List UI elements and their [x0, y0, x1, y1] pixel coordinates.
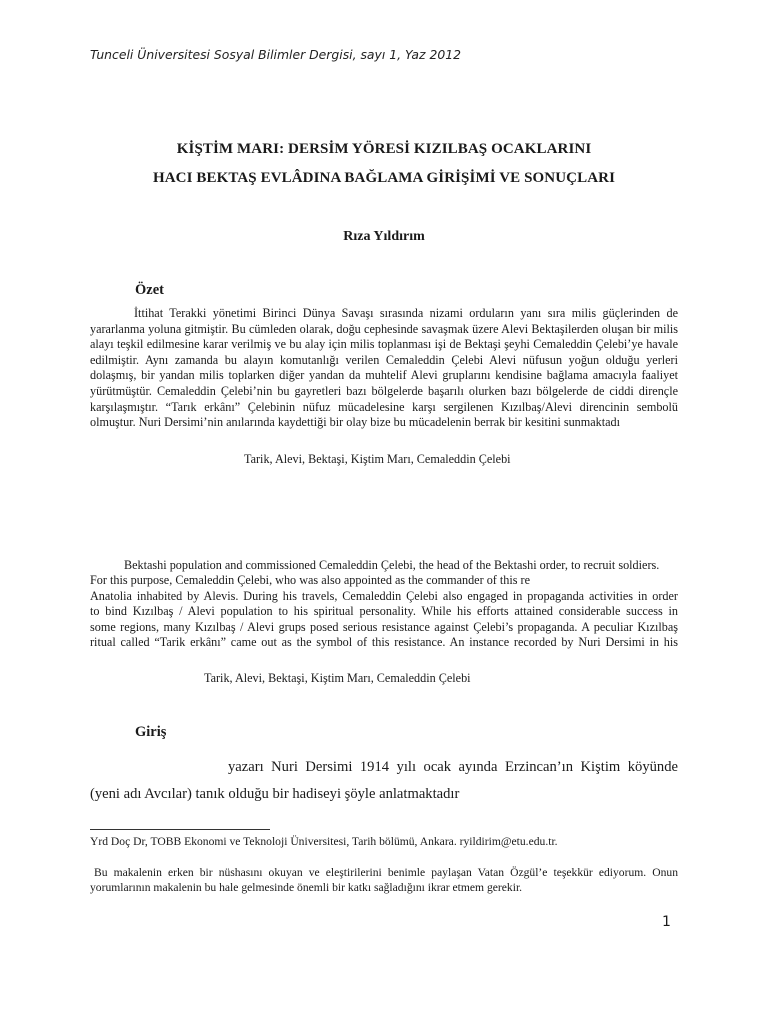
article-title-line-1: KİŞTİM MARI: DERSİM YÖRESİ KIZILBAŞ OCAKLARINI	[176, 141, 592, 157]
ozet-text: İttihat Terakki yönetimi Birinci Dünya Savaşı sırasında nizami orduların yanı sıra milis güçlerinden de yararlanma yoluna gitmiştir. Bu cümleden olarak, doğu cephesinde savaşmak üzere Alevi Bektaşilerden oluşan bir milis alayı teşkil edilmesine karar verilmiş ve bu alay için milis toplanması işi de Bektaşi şeyhi Cemaleddin Çelebi’ye havale edilmiştir. Aynı zamanda bu alayın komutanlığı verilen Cemaleddin Çelebi Alevi nüfusun yoğun olduğu yerleri dolaşmış, bir yandan milis toplarken diğer yandan da muhtelif Alevi gruplarını kendisine bağlama amacıyla faaliyet yürütmüştür. Cemaleddin Çelebi’nin bu gayretleri bazı bölgelerde başarılı olurken bazı bölgelerde de ciddi dirençle karşılaşmıştır. “Tarık erkânı” Çelebinin nüfuz mücadelesine karşı sergilenen Kızılbaş/Alevi direncinin sembolü olmuştur. Nuri Dersimi’nin anılarında kaydettiği bir olay bize bu mücadelenin berrak bir kesitini sunmaktadı	[90, 306, 678, 430]
giris-heading: Giriş	[135, 724, 167, 740]
giris-text-line-2: (yeni adı Avcılar) tanık olduğu bir hadiseyi şöyle anlatmaktadır	[90, 786, 460, 802]
abstract-en-line: ritual called “Tarik erkânı” came out as the symbol of this resistance. An instance recorded by Nuri Dersimi in his	[90, 635, 678, 649]
abstract-en-line: to bind Kızılbaş / Alevi population to his spiritual personality. While his efforts attained considerable success in	[90, 604, 678, 618]
footnote-2: Bu makalenin erken bir nüshasını okuyan ve eleştirilerini benimle paylaşan Vatan Özgül’e teşekkür ediyorum. Onun yorumlarının makalenin bu hale gelmesinde önemli bir katkı sağladığını ikrar etmem gerekir.	[90, 866, 678, 894]
ozet-heading: Özet	[135, 282, 164, 298]
abstract-en-line: some regions, many Kızılbaş / Alevi grups posed serious resistance against Çelebi’s propaganda. A peculiar Kızılbaş	[90, 620, 678, 634]
ozet-paragraph	[90, 306, 678, 431]
footnote-1: Yrd Doç Dr, TOBB Ekonomi ve Teknoloji Üniversitesi, Tarih bölümü, Ankara. ryildirim@etu.edu.tr.	[90, 835, 558, 848]
abstract-en-line: Bektashi population and commissioned Cemaleddin Çelebi, the head of the Bektashi order, to recruit soldiers.	[124, 558, 660, 572]
page-number: 1	[662, 914, 671, 930]
footnote-separator	[90, 829, 270, 830]
giris-text-line-1: yazarı Nuri Dersimi 1914 yılı ocak ayında Erzincan’ın Kiştim köyünde	[228, 759, 678, 775]
running-head: Tunceli Üniversitesi Sosyal Bilimler Dergisi, sayı 1, Yaz 2012	[90, 47, 461, 62]
ozet-keywords: Tarik, Alevi, Bektaşi, Kiştim Marı, Cemaleddin Çelebi	[244, 452, 511, 466]
abstract-en-line: Anatolia inhabited by Alevis. During his travels, Cemaleddin Çelebi also engaged in propaganda activities in order	[90, 589, 678, 603]
abstract-en-keywords: Tarik, Alevi, Bektaşi, Kiştim Marı, Cemaleddin Çelebi	[204, 671, 471, 685]
abstract-en-line: For this purpose, Cemaleddin Çelebi, who was also appointed as the commander of this re	[90, 573, 531, 587]
article-title-line-2: HACI BEKTAŞ EVLÂDINA BAĞLAMA GİRİŞİMİ VE SONUÇLARI	[152, 170, 616, 186]
author-name: Rıza Yıldırım	[343, 229, 425, 244]
